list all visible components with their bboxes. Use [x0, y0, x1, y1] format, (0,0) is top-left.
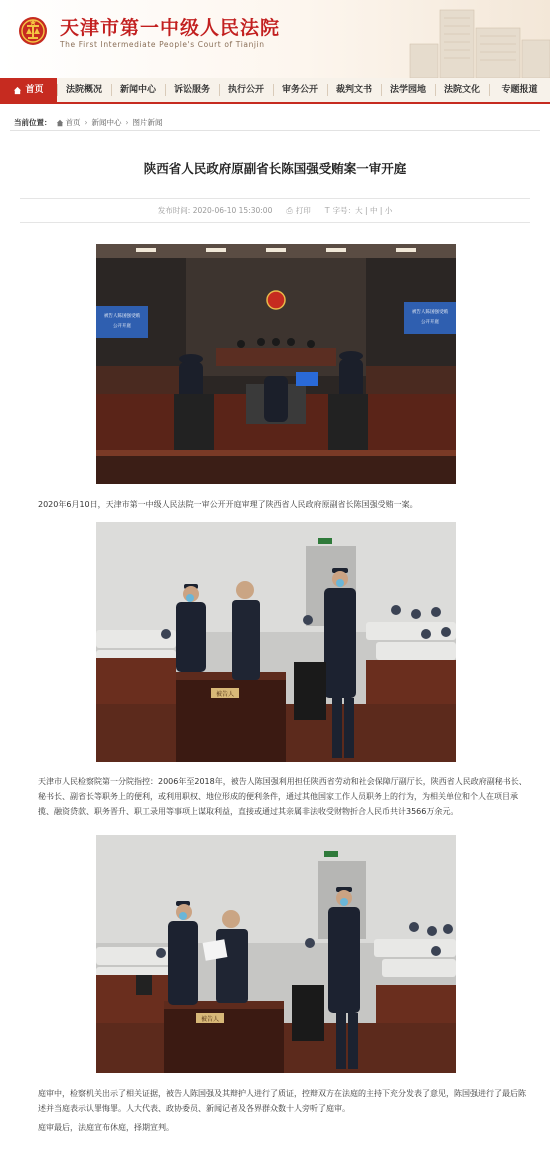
nav-item-label: 首页 — [25, 85, 44, 95]
screen-right-text: 被告人陈国强受贿 — [412, 310, 448, 315]
nav-item-home[interactable] — [0, 78, 57, 102]
breadcrumb — [14, 117, 163, 128]
site-subtitle: The First Intermediate People's Court of Tianjin — [60, 40, 265, 49]
font-size-label: 字号： — [332, 206, 356, 215]
courtroom-photo-2 — [96, 522, 456, 762]
meta-divider-top — [20, 198, 530, 199]
publish-time: 2020-06-10 15:30:00 — [192, 206, 273, 215]
font-small-link[interactable]: 小 — [384, 206, 393, 215]
home-icon — [56, 119, 64, 127]
breadcrumb-home[interactable]: 首页 — [65, 118, 81, 127]
courtroom-photo-1 — [96, 244, 456, 484]
article-paragraph-2 — [38, 774, 532, 819]
nav-item-judgments[interactable]: 裁判文书 — [327, 78, 381, 102]
article-meta — [0, 205, 550, 216]
breadcrumb-label: 当前位置： — [14, 118, 52, 127]
printer-icon: ⎙ — [286, 206, 293, 215]
site-title: 天津市第一中级人民法院 — [60, 17, 281, 39]
paragraph-text: 庭审最后，法庭宣布休庭，择期宣判。 — [38, 1123, 174, 1132]
font-mid-link[interactable]: 中 — [369, 206, 378, 215]
publish-info — [158, 205, 273, 216]
publish-label: 发布时间: — [157, 206, 191, 215]
main-nav — [0, 78, 550, 104]
nav-item-enforcement[interactable]: 执行公开 — [219, 78, 273, 102]
screen-left-text-2: 公开开庭 — [113, 324, 131, 329]
dock-sign: 被告人 — [200, 1016, 220, 1023]
dock-sign: 被告人 — [215, 691, 235, 698]
breadcrumb-separator: › — [84, 118, 88, 127]
nav-item-court-culture[interactable]: 法院文化 — [435, 78, 489, 102]
meta-divider-bottom — [20, 222, 530, 223]
article-title: 陕西省人民政府原副省长陈国强受贿案一审开庭 — [143, 161, 407, 176]
building-graphic — [380, 0, 550, 78]
nav-item-court-overview[interactable]: 法院概况 — [57, 78, 111, 102]
article-paragraph-1 — [38, 497, 532, 512]
print-label[interactable]: 打印 — [295, 206, 311, 215]
font-size-icon: T — [324, 206, 330, 215]
home-icon — [13, 86, 22, 95]
nav-item-trial-affairs[interactable]: 审务公开 — [273, 78, 327, 102]
nav-item-legal-garden[interactable]: 法学园地 — [381, 78, 435, 102]
breadcrumb-divider — [10, 130, 540, 131]
breadcrumb-separator: › — [125, 118, 129, 127]
screen-right-text-2: 公开开庭 — [421, 320, 439, 325]
paragraph-text: 庭审中，检察机关出示了相关证据，被告人陈国强及其辩护人进行了质证，控辩双方在法庭的主持下充分发表了意见，陈国强进行了最后陈述并当庭表示认罪悔罪。人大代表、政协委员、新闻记者及各界群众数十人旁听了庭审。 — [38, 1089, 526, 1113]
breadcrumb-photo-news[interactable]: 图片新闻 — [132, 118, 163, 127]
breadcrumb-news-center[interactable]: 新闻中心 — [91, 118, 122, 127]
article-paragraph-3 — [38, 1086, 532, 1116]
screen-left-text: 被告人陈国强受贿 — [104, 314, 140, 319]
nav-item-special-reports[interactable]: 专题报道 — [489, 78, 550, 102]
nav-item-litigation-service[interactable]: 诉讼服务 — [165, 78, 219, 102]
court-emblem-icon — [18, 14, 48, 48]
courtroom-photo-3 — [96, 835, 456, 1073]
site-header — [0, 0, 550, 78]
paragraph-text: 天津市人民检察院第一分院指控：2006年至2018年，被告人陈国强利用担任陕西省劳动和社会保障厅副厅长，陕西省人民政府副秘书长、秘书长、副省长等职务上的便利，或利用职权、地位形成的便利条件，通过其他国家工作人员职务上的行为，为相关单位和个人在项目承揽、融资贷款、职务晋升、职工录用等事项上谋取利益，直接或通过其亲属非法收受财物折合人民币共计3566万余元。 — [38, 777, 527, 816]
font-large-link[interactable]: 大 — [355, 206, 363, 215]
paragraph-text: 2020年6月10日，天津市第一中级人民法院一审公开开庭审理了陕西省人民政府原副省长陈国强受贿一案。 — [38, 500, 418, 509]
nav-item-news-center[interactable]: 新闻中心 — [111, 78, 165, 102]
font-size-control: T 字号：大 | 中 | 小 — [324, 206, 393, 215]
print-link[interactable] — [286, 205, 310, 216]
article-paragraph-4 — [38, 1120, 532, 1135]
